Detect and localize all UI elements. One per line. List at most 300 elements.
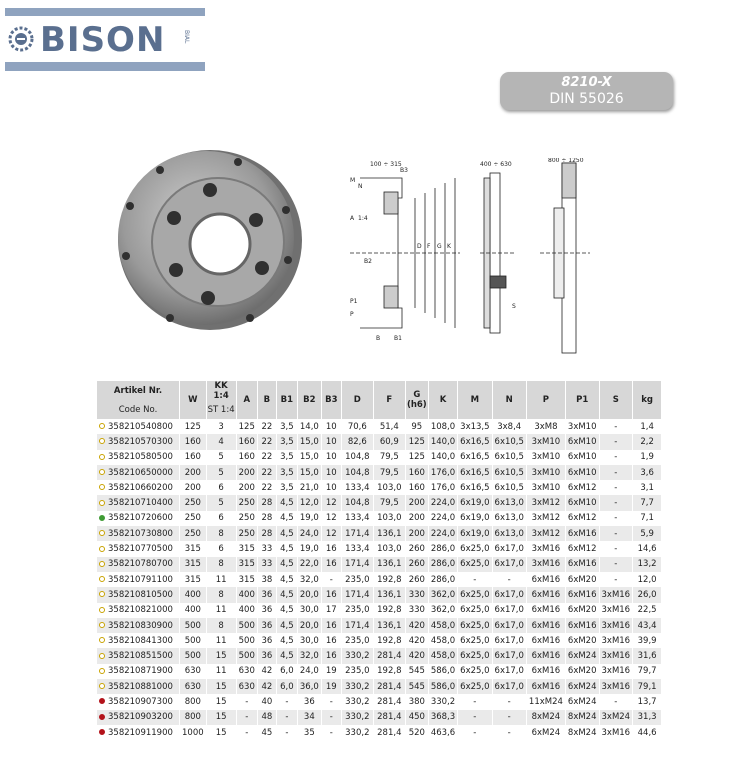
- table-cell: 235,0: [341, 603, 373, 618]
- col-b: B: [257, 381, 276, 419]
- article-code-cell: [97, 465, 180, 480]
- table-cell: 103,0: [373, 541, 405, 556]
- table-cell: 5: [206, 450, 236, 465]
- article-code: 358210821000: [108, 605, 173, 616]
- table-cell: 6x10,5: [492, 480, 526, 495]
- availability-dot-icon: [99, 423, 105, 429]
- diagram-label-p1: P1: [350, 298, 358, 305]
- table-cell: 3xM16: [599, 664, 633, 679]
- table-cell: -: [599, 557, 633, 572]
- table-cell: 6x17,0: [492, 587, 526, 602]
- table-cell: 16: [321, 648, 341, 663]
- table-cell: -: [458, 694, 492, 709]
- table-row: [97, 603, 662, 618]
- table-cell: 171,4: [341, 587, 373, 602]
- table-cell: 3xM16: [599, 587, 633, 602]
- table-cell: 4,5: [276, 495, 297, 510]
- article-code-cell: [97, 618, 180, 633]
- table-cell: -: [599, 480, 633, 495]
- table-cell: 4: [206, 434, 236, 449]
- table-row: [97, 679, 662, 694]
- table-row: [97, 526, 662, 541]
- table-row: [97, 511, 662, 526]
- table-cell: 35: [297, 725, 321, 740]
- table-cell: 4,5: [276, 572, 297, 587]
- table-cell: 192,8: [373, 664, 405, 679]
- table-cell: 103,0: [373, 480, 405, 495]
- table-cell: 15,0: [297, 434, 321, 449]
- table-cell: 6xM12: [565, 541, 599, 556]
- table-cell: 28: [257, 495, 276, 510]
- table-cell: 286,0: [428, 541, 457, 556]
- table-cell: 103,0: [373, 511, 405, 526]
- table-cell: 36: [257, 587, 276, 602]
- availability-dot-icon: [99, 607, 105, 613]
- table-cell: 6,0: [276, 679, 297, 694]
- table-cell: 281,4: [373, 679, 405, 694]
- table-cell: 133,4: [341, 511, 373, 526]
- article-code: 358210871900: [108, 666, 173, 677]
- table-cell: 3x13,5: [458, 419, 492, 434]
- table-cell: 800: [180, 694, 207, 709]
- technical-drawings: [340, 158, 600, 358]
- table-cell: 330,2: [428, 694, 457, 709]
- col-d: D: [341, 381, 373, 419]
- article-code: 358210660200: [108, 482, 173, 493]
- table-cell: 7,7: [633, 495, 662, 510]
- table-row: [97, 557, 662, 572]
- table-cell: 281,4: [373, 710, 405, 725]
- table-cell: 125: [180, 419, 207, 434]
- table-cell: 3,5: [276, 465, 297, 480]
- article-code-cell: [97, 419, 180, 434]
- table-cell: 6xM16: [565, 618, 599, 633]
- col-artikel: Artikel Nr.: [97, 381, 180, 401]
- table-cell: 17: [321, 603, 341, 618]
- table-cell: 36: [257, 618, 276, 633]
- table-cell: 4,5: [276, 603, 297, 618]
- table-cell: 133,4: [341, 480, 373, 495]
- table-cell: 15,0: [297, 465, 321, 480]
- table-cell: 22: [257, 434, 276, 449]
- table-cell: 5: [206, 465, 236, 480]
- table-cell: 51,4: [373, 419, 405, 434]
- table-cell: 36: [297, 694, 321, 709]
- table-cell: 458,0: [428, 633, 457, 648]
- table-row: [97, 419, 662, 434]
- table-cell: 6x17,0: [492, 541, 526, 556]
- table-cell: 13,7: [633, 694, 662, 709]
- table-cell: 30,0: [297, 603, 321, 618]
- diagram-label-d: D: [417, 243, 422, 250]
- table-cell: 171,4: [341, 526, 373, 541]
- article-code-cell: [97, 526, 180, 541]
- diagram-label-range-3: 800 ÷ 1250: [548, 158, 584, 164]
- col-m: M: [458, 381, 492, 419]
- article-code: 358210770500: [108, 544, 173, 555]
- table-cell: 33: [257, 541, 276, 556]
- table-cell: 315: [236, 557, 257, 572]
- table-cell: -: [599, 450, 633, 465]
- table-cell: 42: [257, 664, 276, 679]
- table-row: [97, 495, 662, 510]
- table-cell: -: [321, 710, 341, 725]
- table-cell: 16: [321, 587, 341, 602]
- table-cell: 19: [321, 664, 341, 679]
- table-cell: 6x13,0: [492, 495, 526, 510]
- diagram-label-p: P: [350, 311, 354, 318]
- table-cell: 6xM16: [526, 664, 565, 679]
- table-cell: -: [599, 434, 633, 449]
- table-cell: 6x16,5: [458, 434, 492, 449]
- table-cell: 6x17,0: [492, 603, 526, 618]
- table-cell: 3xM16: [599, 648, 633, 663]
- table-cell: 3x8,4: [492, 419, 526, 434]
- table-cell: 34: [297, 710, 321, 725]
- table-cell: 630: [180, 664, 207, 679]
- availability-dot-icon: [99, 622, 105, 628]
- table-cell: 250: [180, 511, 207, 526]
- table-cell: 15: [206, 725, 236, 740]
- table-cell: 12,0: [633, 572, 662, 587]
- table-cell: 20,0: [297, 618, 321, 633]
- table-cell: -: [458, 710, 492, 725]
- table-cell: 6xM16: [526, 648, 565, 663]
- article-code-cell: [97, 557, 180, 572]
- table-cell: 1000: [180, 725, 207, 740]
- col-n: N: [492, 381, 526, 419]
- table-cell: 3xM16: [526, 541, 565, 556]
- table-cell: 160: [405, 480, 428, 495]
- diagram-label-s: S: [512, 303, 516, 310]
- table-cell: 8: [206, 557, 236, 572]
- brand-sub: BIAL: [183, 30, 190, 44]
- table-row: [97, 648, 662, 663]
- table-cell: 260: [405, 557, 428, 572]
- table-cell: 6x17,0: [492, 679, 526, 694]
- table-cell: 235,0: [341, 664, 373, 679]
- table-cell: 6xM24: [565, 679, 599, 694]
- table-cell: -: [321, 725, 341, 740]
- article-code: 358210841300: [108, 635, 173, 646]
- article-code-cell: [97, 587, 180, 602]
- table-cell: 6xM24: [565, 694, 599, 709]
- table-cell: 6xM10: [565, 495, 599, 510]
- table-cell: 15: [206, 694, 236, 709]
- col-kg: kg: [633, 381, 662, 419]
- table-cell: 14,6: [633, 541, 662, 556]
- diagram-label-f: F: [427, 243, 431, 250]
- table-cell: 545: [405, 664, 428, 679]
- col-s: S: [599, 381, 633, 419]
- table-cell: 4,5: [276, 511, 297, 526]
- article-code-cell: [97, 450, 180, 465]
- diagram-label-g: G: [437, 243, 442, 250]
- availability-dot-icon: [99, 668, 105, 674]
- table-cell: 6xM16: [565, 587, 599, 602]
- table-cell: 82,6: [341, 434, 373, 449]
- table-cell: -: [599, 495, 633, 510]
- table-cell: 6xM20: [565, 664, 599, 679]
- col-b2: B2: [297, 381, 321, 419]
- table-cell: 6xM16: [526, 679, 565, 694]
- table-cell: 45: [257, 725, 276, 740]
- table-cell: 22,0: [297, 557, 321, 572]
- table-cell: 260: [405, 541, 428, 556]
- table-cell: 6x17,0: [492, 648, 526, 663]
- table-cell: 136,1: [373, 526, 405, 541]
- table-cell: -: [599, 511, 633, 526]
- table-cell: 6x16,5: [458, 480, 492, 495]
- table-cell: 6x19,0: [458, 511, 492, 526]
- table-cell: 6x25,0: [458, 541, 492, 556]
- diagram-label-range-2: 400 ÷ 630: [480, 161, 512, 168]
- table-cell: 79,1: [633, 679, 662, 694]
- col-b1: B1: [276, 381, 297, 419]
- table-cell: 586,0: [428, 679, 457, 694]
- article-code: 358210710400: [108, 498, 173, 509]
- table-cell: 6xM10: [565, 434, 599, 449]
- table-cell: 286,0: [428, 557, 457, 572]
- table-cell: 250: [236, 495, 257, 510]
- table-cell: 43,4: [633, 618, 662, 633]
- table-cell: 125: [405, 434, 428, 449]
- col-code-no: Code No.: [97, 401, 180, 419]
- article-code: 358210810500: [108, 589, 173, 600]
- article-code: 358210570300: [108, 436, 173, 447]
- table-cell: 6xM20: [565, 572, 599, 587]
- article-code: 358210830900: [108, 620, 173, 631]
- table-cell: 6x17,0: [492, 618, 526, 633]
- table-row: [97, 694, 662, 709]
- table-row: [97, 572, 662, 587]
- diagram-label-b1: B1: [394, 335, 402, 342]
- table-cell: 3xM8: [526, 419, 565, 434]
- table-cell: 6xM16: [565, 557, 599, 572]
- table-cell: 6x13,0: [492, 511, 526, 526]
- model-norm: DIN 55026: [549, 91, 624, 107]
- article-code-cell: [97, 480, 180, 495]
- table-cell: 3,5: [276, 480, 297, 495]
- table-cell: 104,8: [341, 495, 373, 510]
- table-cell: 4,5: [276, 541, 297, 556]
- table-cell: 6xM24: [565, 648, 599, 663]
- table-cell: 6x19,0: [458, 526, 492, 541]
- table-row: [97, 450, 662, 465]
- logo-top-bar: [5, 8, 205, 16]
- table-cell: 630: [180, 679, 207, 694]
- table-cell: 36,0: [297, 679, 321, 694]
- table-cell: 2,2: [633, 434, 662, 449]
- table-cell: 136,1: [373, 618, 405, 633]
- table-cell: 224,0: [428, 495, 457, 510]
- table-cell: 19,0: [297, 541, 321, 556]
- table-cell: 125: [236, 419, 257, 434]
- table-cell: 330,2: [341, 694, 373, 709]
- diagram-label-m: M: [350, 177, 356, 184]
- table-cell: 6: [206, 511, 236, 526]
- table-body: [97, 419, 662, 740]
- table-cell: 6xM24: [526, 725, 565, 740]
- table-cell: -: [321, 694, 341, 709]
- table-cell: 458,0: [428, 618, 457, 633]
- diagram-label-taper: 1:4: [358, 215, 368, 222]
- article-code-cell: [97, 603, 180, 618]
- availability-dot-icon: [99, 515, 105, 521]
- table-cell: 6x10,5: [492, 465, 526, 480]
- table-cell: 500: [180, 648, 207, 663]
- table-cell: 6: [206, 480, 236, 495]
- table-cell: 28: [257, 526, 276, 541]
- table-cell: 79,7: [633, 664, 662, 679]
- table-cell: 368,3: [428, 710, 457, 725]
- adapter-plate-image: [110, 140, 310, 340]
- article-code-cell: [97, 572, 180, 587]
- table-cell: 3xM10: [526, 480, 565, 495]
- table-cell: 16: [321, 541, 341, 556]
- table-cell: 20,0: [297, 587, 321, 602]
- table-cell: 160: [405, 465, 428, 480]
- table-cell: 224,0: [428, 526, 457, 541]
- table-cell: 79,5: [373, 495, 405, 510]
- table-cell: 11: [206, 603, 236, 618]
- table-cell: 11: [206, 633, 236, 648]
- table-cell: 104,8: [341, 465, 373, 480]
- table-cell: 400: [180, 603, 207, 618]
- article-code: 358210730800: [108, 528, 173, 539]
- table-cell: 3xM12: [526, 511, 565, 526]
- table-cell: 250: [180, 526, 207, 541]
- table-cell: 140,0: [428, 434, 457, 449]
- table-cell: 15: [206, 679, 236, 694]
- table-cell: 250: [180, 495, 207, 510]
- table-cell: 6x17,0: [492, 633, 526, 648]
- col-a: A: [236, 381, 257, 419]
- col-p: P: [526, 381, 565, 419]
- table-cell: 44,6: [633, 725, 662, 740]
- table-cell: 176,0: [428, 465, 457, 480]
- table-cell: 281,4: [373, 725, 405, 740]
- specification-table: [97, 381, 662, 740]
- table-cell: 12,0: [297, 495, 321, 510]
- table-cell: 192,8: [373, 633, 405, 648]
- availability-dot-icon: [99, 469, 105, 475]
- table-row: [97, 541, 662, 556]
- table-cell: 21,0: [297, 480, 321, 495]
- table-cell: 22: [257, 480, 276, 495]
- table-cell: 3xM16: [599, 618, 633, 633]
- table-cell: 5: [206, 495, 236, 510]
- table-cell: 6xM12: [565, 511, 599, 526]
- table-cell: 133,4: [341, 541, 373, 556]
- table-cell: 125: [405, 450, 428, 465]
- table-row: [97, 465, 662, 480]
- table-cell: 330: [405, 603, 428, 618]
- diagram-label-b2: B2: [364, 258, 372, 265]
- table-cell: 13,2: [633, 557, 662, 572]
- table-cell: 3xM10: [526, 465, 565, 480]
- table-cell: 400: [236, 603, 257, 618]
- table-cell: 3xM16: [599, 603, 633, 618]
- table-cell: 4,5: [276, 633, 297, 648]
- table-cell: 3,6: [633, 465, 662, 480]
- table-cell: 4,5: [276, 587, 297, 602]
- table-cell: 8xM24: [565, 710, 599, 725]
- col-p1: P1: [565, 381, 599, 419]
- table-cell: 281,4: [373, 648, 405, 663]
- table-cell: 12: [321, 526, 341, 541]
- table-cell: 4,5: [276, 526, 297, 541]
- table-cell: 36: [257, 648, 276, 663]
- article-code-cell: [97, 511, 180, 526]
- table-cell: 3xM10: [526, 434, 565, 449]
- table-cell: 200: [180, 480, 207, 495]
- table-cell: 586,0: [428, 664, 457, 679]
- table-cell: 16: [321, 618, 341, 633]
- table-cell: 500: [180, 633, 207, 648]
- table-cell: 79,5: [373, 465, 405, 480]
- table-cell: 160: [236, 434, 257, 449]
- availability-dot-icon: [99, 714, 105, 720]
- table-cell: 330: [405, 587, 428, 602]
- table-cell: 28: [257, 511, 276, 526]
- table-cell: 3xM12: [526, 495, 565, 510]
- table-cell: 12: [321, 495, 341, 510]
- table-cell: 3xM16: [599, 679, 633, 694]
- table-cell: 545: [405, 679, 428, 694]
- table-cell: 500: [236, 633, 257, 648]
- table-row: [97, 664, 662, 679]
- article-code: 358210780700: [108, 559, 173, 570]
- table-cell: -: [492, 572, 526, 587]
- table-cell: 171,4: [341, 618, 373, 633]
- table-cell: 6: [206, 541, 236, 556]
- table-cell: 136,1: [373, 587, 405, 602]
- table-cell: 330,2: [341, 648, 373, 663]
- table-cell: -: [599, 526, 633, 541]
- table-cell: 22: [257, 419, 276, 434]
- table-row: [97, 480, 662, 495]
- availability-dot-icon: [99, 530, 105, 536]
- table-cell: 315: [236, 541, 257, 556]
- diagram-label-a: A: [350, 215, 355, 222]
- table-cell: 5,9: [633, 526, 662, 541]
- table-cell: 6xM16: [565, 526, 599, 541]
- table-cell: 330,2: [341, 725, 373, 740]
- table-cell: 31,6: [633, 648, 662, 663]
- table-cell: 6x25,0: [458, 587, 492, 602]
- table-cell: 6xM12: [565, 480, 599, 495]
- table-cell: 38: [257, 572, 276, 587]
- article-code: 358210907300: [108, 696, 173, 707]
- table-cell: 19: [321, 679, 341, 694]
- table-cell: 3xM16: [526, 557, 565, 572]
- table-cell: 420: [405, 648, 428, 663]
- table-cell: 22,5: [633, 603, 662, 618]
- table-cell: -: [599, 572, 633, 587]
- article-code-cell: [97, 541, 180, 556]
- col-k: K: [428, 381, 457, 419]
- table-cell: 315: [180, 557, 207, 572]
- availability-dot-icon: [99, 484, 105, 490]
- table-cell: 11xM24: [526, 694, 565, 709]
- brand-logo: BISON: [40, 20, 166, 60]
- table-cell: 3: [206, 419, 236, 434]
- table-cell: 3xM16: [599, 633, 633, 648]
- table-cell: 36: [257, 603, 276, 618]
- article-code-cell: [97, 694, 180, 709]
- table-cell: 420: [405, 633, 428, 648]
